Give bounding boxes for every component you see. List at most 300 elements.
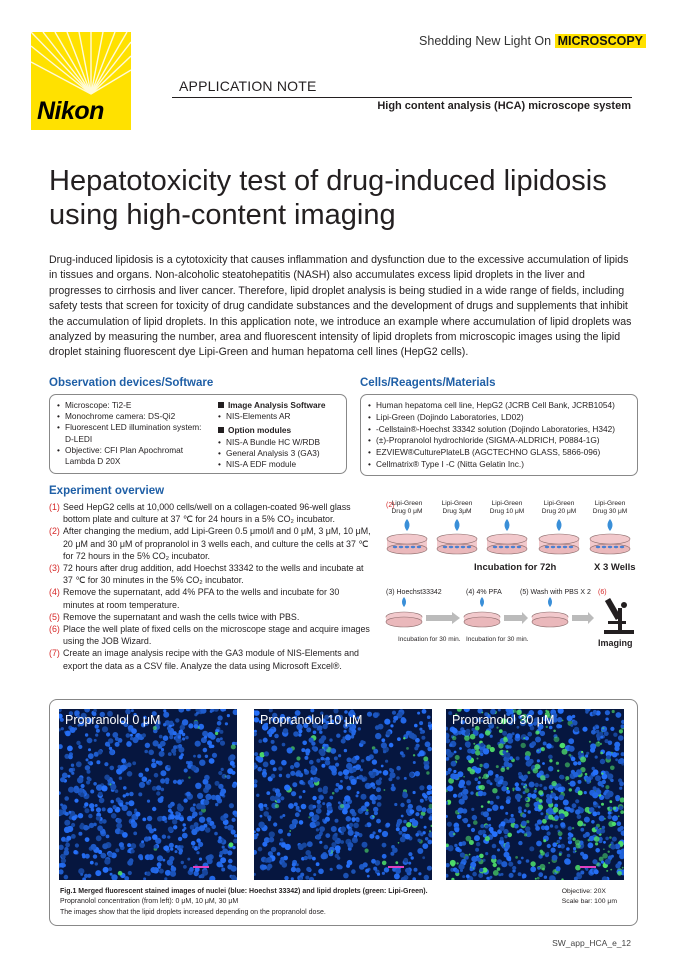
lipid-droplet [332,792,335,795]
nucleus [355,755,360,760]
lipid-droplet [456,862,458,864]
nucleus [85,837,90,842]
nucleus [290,771,295,776]
lipid-droplet [527,771,530,774]
culture-dishes-row [387,500,630,554]
nucleus [515,734,520,739]
nucleus [377,802,382,807]
lipid-droplet [406,747,409,750]
nucleus [580,852,584,856]
nucleus [351,731,355,735]
nucleus [615,863,620,868]
nucleus [515,794,521,800]
tagline-prefix: Shedding New Light On [419,34,552,48]
nucleus [344,730,347,733]
nucleus [620,826,624,830]
nucleus [403,820,407,824]
reagent-item: • EZVIEW®CulturePlateLB (AGCTECHNO GLASS, 5866-096) [368,447,630,459]
nucleus [197,793,203,799]
nucleus [302,741,307,746]
nucleus [232,783,237,788]
nucleus [93,854,97,858]
nucleus [593,769,599,775]
nucleus [224,826,227,829]
nucleus [96,835,102,841]
nucleus [294,802,298,806]
lipid-droplet [406,822,411,827]
step-text: 72 hours after drug addition, add Hoechst 33342 to the wells and incubate at 37 ℃ for 30 minutes in the 5% CO₂ incubator. [63,563,364,586]
lipid-droplet [473,820,478,825]
lipid-droplet [524,833,527,836]
nucleus [195,783,201,789]
nucleus [397,737,401,741]
nucleus [199,875,202,878]
nucleus [173,825,177,829]
lipid-droplet [580,757,586,763]
nucleus [113,805,117,809]
nucleus [362,778,366,782]
drug-label: Lipi-Green [543,500,575,507]
nucleus [500,837,504,841]
nucleus [131,849,135,853]
nucleus [556,866,561,871]
nucleus [163,735,169,741]
nucleus [598,806,601,809]
nucleus [130,734,133,737]
nucleus [427,715,431,719]
nucleus [379,777,382,780]
nucleus [96,807,101,812]
nucleus [608,741,613,746]
nucleus [420,799,424,803]
nucleus [386,731,391,736]
nucleus [95,804,98,807]
dish-cell [557,546,561,548]
nucleus [319,749,325,755]
nucleus [60,718,64,722]
observation-box [49,394,347,474]
nucleus [465,731,469,735]
nucleus [343,873,349,879]
lipid-droplet [604,818,606,820]
nucleus [70,727,76,733]
dish-bottom [590,544,630,554]
nucleus [216,861,222,867]
nucleus [525,798,528,801]
nucleus [365,824,368,827]
nucleus [152,807,156,811]
nucleus [317,804,322,809]
nucleus [126,793,130,797]
dish-cell [620,546,624,548]
nucleus [65,843,70,848]
nucleus [77,777,83,783]
lipid-droplet [572,827,574,829]
nucleus [328,850,332,854]
nucleus [522,814,526,818]
nucleus [64,820,70,826]
nucleus [417,848,423,854]
nucleus [391,786,396,791]
dish-cell [399,546,403,548]
nucleus [396,776,400,780]
nucleus [516,756,520,760]
nucleus [207,732,213,738]
nucleus [506,745,510,749]
nucleus [424,875,429,880]
nucleus [502,781,508,787]
nucleus [323,820,327,824]
nucleus [316,862,320,866]
lipid-droplet [578,790,583,795]
nucleus [196,851,199,854]
nucleus [596,726,599,729]
nucleus [218,715,223,720]
nucleus [196,712,199,715]
lipid-droplet [562,720,564,722]
nucleus [591,730,596,735]
nucleus [557,840,561,844]
lipid-droplet [365,849,369,853]
lipid-droplet [608,821,614,827]
dish-cell [551,546,555,548]
dish-bottom [539,544,579,554]
lipid-droplet [619,729,623,733]
lipid-droplet [395,861,398,864]
nucleus [490,830,494,834]
nucleus [521,783,524,786]
nucleus [506,790,510,794]
nucleus [408,862,411,865]
nucleus [131,709,134,712]
nucleus [90,790,94,794]
nucleus [188,723,193,728]
experiment-steps [49,501,371,672]
nucleus [427,840,432,845]
nucleus [470,791,473,794]
nucleus [465,741,471,747]
nucleus [175,811,179,815]
nucleus [404,777,407,780]
diagram-step-2: (2) [386,502,395,509]
nucleus [273,767,277,771]
nucleus [212,753,217,758]
lipid-droplet [537,877,540,880]
nucleus [350,809,355,814]
nucleus [61,804,67,810]
nucleus [467,824,470,827]
nucleus [475,778,479,782]
nucleus [148,750,154,756]
header-divider [172,97,632,98]
nucleus [372,786,375,789]
nucleus [277,852,281,856]
nucleus [204,799,210,805]
nucleus [397,819,402,824]
nucleus [192,846,195,849]
nucleus [500,826,505,831]
nucleus [613,733,617,737]
nucleus [270,796,276,802]
nucleus [230,761,235,766]
nucleus [339,865,343,869]
nucleus [180,725,185,730]
device-item: • Monochrome camera: DS-Qi2 [57,411,205,422]
nucleus [537,867,540,870]
nucleus [228,859,233,864]
nucleus [201,805,206,810]
nucleus [554,804,558,808]
nucleus [313,731,317,735]
nucleus [600,736,603,739]
nucleus [156,761,159,764]
incubation-label: Incubation for 72h [474,562,557,573]
nucleus [356,819,359,822]
nucleus [116,823,122,829]
dish-cell [563,546,567,548]
nucleus [207,740,212,745]
nucleus [291,867,296,872]
nucleus [175,850,178,853]
nucleus [306,727,311,732]
lipid-droplet [467,767,471,771]
nucleus [557,717,562,722]
nucleus [372,759,377,764]
nucleus [595,826,598,829]
lipid-droplet [490,747,495,752]
nucleus [291,791,296,796]
nucleus [396,824,400,828]
nucleus [466,780,471,785]
lipid-droplet [600,752,603,755]
document-code: SW_app_HCA_e_12 [552,938,631,948]
nucleus [458,782,464,788]
nucleus [168,752,172,756]
nucleus [144,750,148,754]
nucleus [302,843,307,848]
nucleus [375,860,380,865]
nucleus [71,834,76,839]
lipid-droplet [575,840,581,846]
nucleus [518,872,522,876]
nucleus [85,765,90,770]
nucleus [351,817,355,821]
nucleus [593,710,597,714]
step-number: (1) [49,502,60,512]
nucleus [147,800,150,803]
nucleus [552,855,558,861]
nucleus [535,783,539,787]
nucleus [269,837,275,843]
nucleus [525,826,530,831]
nucleus [346,786,351,791]
nucleus [550,824,553,827]
nucleus [583,834,587,838]
nucleus [196,838,200,842]
incubation-30-a: Incubation for 30 min. [398,636,461,643]
nucleus [558,795,564,801]
nucleus [451,761,457,767]
nucleus [552,794,556,798]
nucleus [480,743,484,747]
nucleus [396,766,401,771]
nucleus [89,823,94,828]
nucleus [502,731,507,736]
nucleus [61,727,64,730]
nucleus [194,724,199,729]
micrograph-label: Propranolol 10 μM [260,713,363,727]
lipid-droplet [496,765,499,768]
lipid-droplet [565,762,570,767]
dish-cell [461,546,465,548]
drug-label: Drug 0 μM [391,508,423,515]
nucleus [568,738,574,744]
nucleus [396,827,400,831]
nucleus [95,870,101,876]
step-item [49,501,371,525]
nucleus [270,760,276,766]
nucleus [284,785,290,791]
nucleus [527,732,532,737]
nucleus [588,842,594,848]
module-item: • General Analysis 3 (GA3) [218,448,342,459]
scale-bar [193,866,209,868]
nucleus [425,837,429,841]
nucleus [421,736,425,740]
nucleus [203,824,207,828]
nucleus [119,842,124,847]
lipid-droplet [429,830,431,832]
nucleus [559,837,562,840]
nucleus [344,775,348,779]
nucleus [517,860,521,864]
nucleus [282,743,286,747]
nucleus [324,845,329,850]
nucleus [574,727,579,732]
nucleus [462,841,467,846]
nucleus [300,873,304,877]
wells-label: X 3 Wells [594,562,636,573]
nucleus [462,789,468,795]
reagent-list [368,400,630,471]
nucleus [154,773,159,778]
figure-panel [49,699,638,926]
nucleus [394,803,397,806]
nucleus [614,742,620,748]
nucleus [603,841,606,844]
nucleus [496,796,500,800]
nucleus [607,773,613,779]
microscope-icon [604,598,634,634]
nucleus [102,819,107,824]
nucleus [80,873,83,876]
nucleus [585,868,588,871]
software-item: • NIS-Elements AR [218,411,342,422]
nucleus [500,806,504,810]
nucleus [383,750,386,753]
nucleus [563,800,569,806]
nucleus [179,730,184,735]
nucleus [544,876,547,879]
nucleus [455,847,460,852]
lipid-droplet [537,750,539,752]
nucleus [483,763,489,769]
nucleus [64,850,70,856]
nucleus [422,856,425,859]
lipid-droplet [610,766,615,771]
nucleus [317,800,321,804]
nucleus [199,858,202,861]
nucleus [382,843,387,848]
nucleus [147,816,152,821]
nucleus [281,860,284,863]
nucleus [278,766,282,770]
nucleus [277,792,282,797]
nucleus [605,859,611,865]
lipid-droplet [372,815,374,817]
nucleus [327,806,332,811]
nucleus [66,836,71,841]
nucleus [381,738,385,742]
nucleus [537,819,542,824]
nucleus [338,771,343,776]
nucleus [115,848,119,852]
drug-label: Drug 10 μM [489,508,525,515]
nucleus [197,754,201,758]
nucleus [540,731,545,736]
nucleus [590,748,595,753]
nucleus [370,816,373,819]
nucleus [570,781,576,787]
nucleus [78,832,82,836]
logo-brand-text: Nikon [37,97,104,125]
lipid-droplet [577,821,583,827]
nucleus [128,800,134,806]
step-text: Remove the supernatant and wash the cells twice with PBS. [63,611,300,622]
nucleus [551,848,556,853]
nucleus [548,766,553,771]
nucleus [68,787,74,793]
nucleus [453,770,456,773]
nucleus [96,816,101,821]
nucleus [576,787,580,791]
nucleus [312,746,316,750]
lipid-droplet [569,788,572,791]
nucleus [420,833,423,836]
nucleus [368,785,371,788]
nucleus [415,812,419,816]
nucleus [619,787,622,790]
nucleus [505,843,511,849]
nucleus [419,785,424,790]
nucleus [110,873,113,876]
nucleus [460,852,465,857]
nucleus [81,823,84,826]
lipid-droplet [565,780,567,782]
nucleus [565,859,571,865]
nucleus [169,843,174,848]
nucleus [595,848,600,853]
nucleus [529,846,534,851]
lipid-droplet [554,736,560,742]
nucleus [608,811,611,814]
module-item: • NIS-A EDF module [218,459,342,470]
nucleus [129,792,134,797]
nucleus [340,840,344,844]
nucleus [271,847,276,852]
reagent-item: • Lipi-Green (Dojindo Laboratories, LD02) [368,412,630,424]
nucleus [321,853,327,859]
